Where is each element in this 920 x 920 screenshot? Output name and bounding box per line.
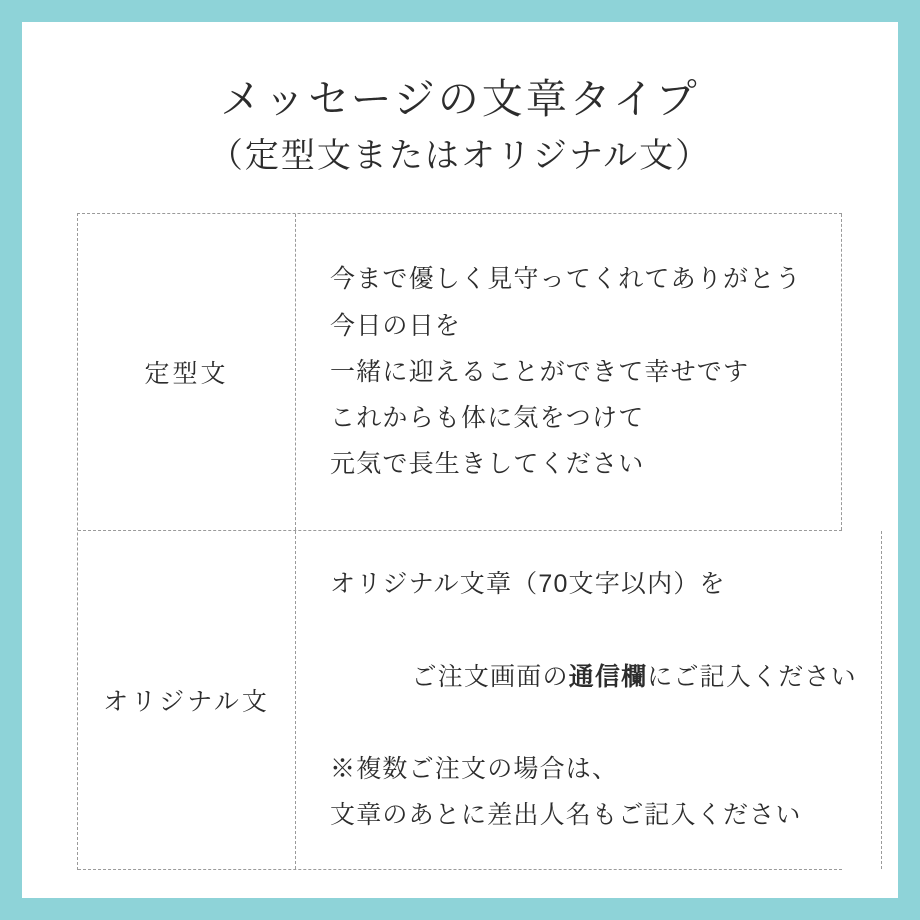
page-title: メッセージの文章タイプ: [220, 76, 700, 122]
text-line: 今まで優しく見守ってくれてありがとう: [330, 265, 802, 294]
text-line-with-emphasis: [330, 607, 857, 746]
page-title-block: [22, 72, 898, 181]
text-line: ※複数ご注文の場合は、: [330, 755, 619, 783]
content-card: [22, 22, 898, 898]
row-label-original: オリジナル文: [78, 531, 296, 869]
text-segment-before: ご注文画面の: [411, 662, 569, 691]
message-type-table: [77, 213, 857, 870]
text-line: 今日の日を: [330, 311, 462, 340]
text-line: オリジナル文章（70文字以内）を: [330, 570, 726, 598]
text-segment-after: にご記入ください: [647, 662, 857, 691]
text-line: これからも体に気をつけて: [330, 404, 645, 433]
row-label-standard: 定型文: [78, 214, 296, 530]
row-content-original: [296, 531, 882, 869]
emphasis-text: 通信欄: [568, 662, 648, 691]
text-line: 文章のあとに差出人名もご記入ください: [330, 801, 802, 830]
table-row: [78, 531, 857, 870]
table-row: [78, 214, 842, 531]
row-content-standard: [296, 214, 842, 530]
page-subtitle: （定型文またはオリジナル文）: [208, 137, 712, 176]
text-line: 一緒に迎えることができて幸せです: [330, 357, 750, 386]
text-line: 元気で長生きしてください: [330, 450, 645, 479]
